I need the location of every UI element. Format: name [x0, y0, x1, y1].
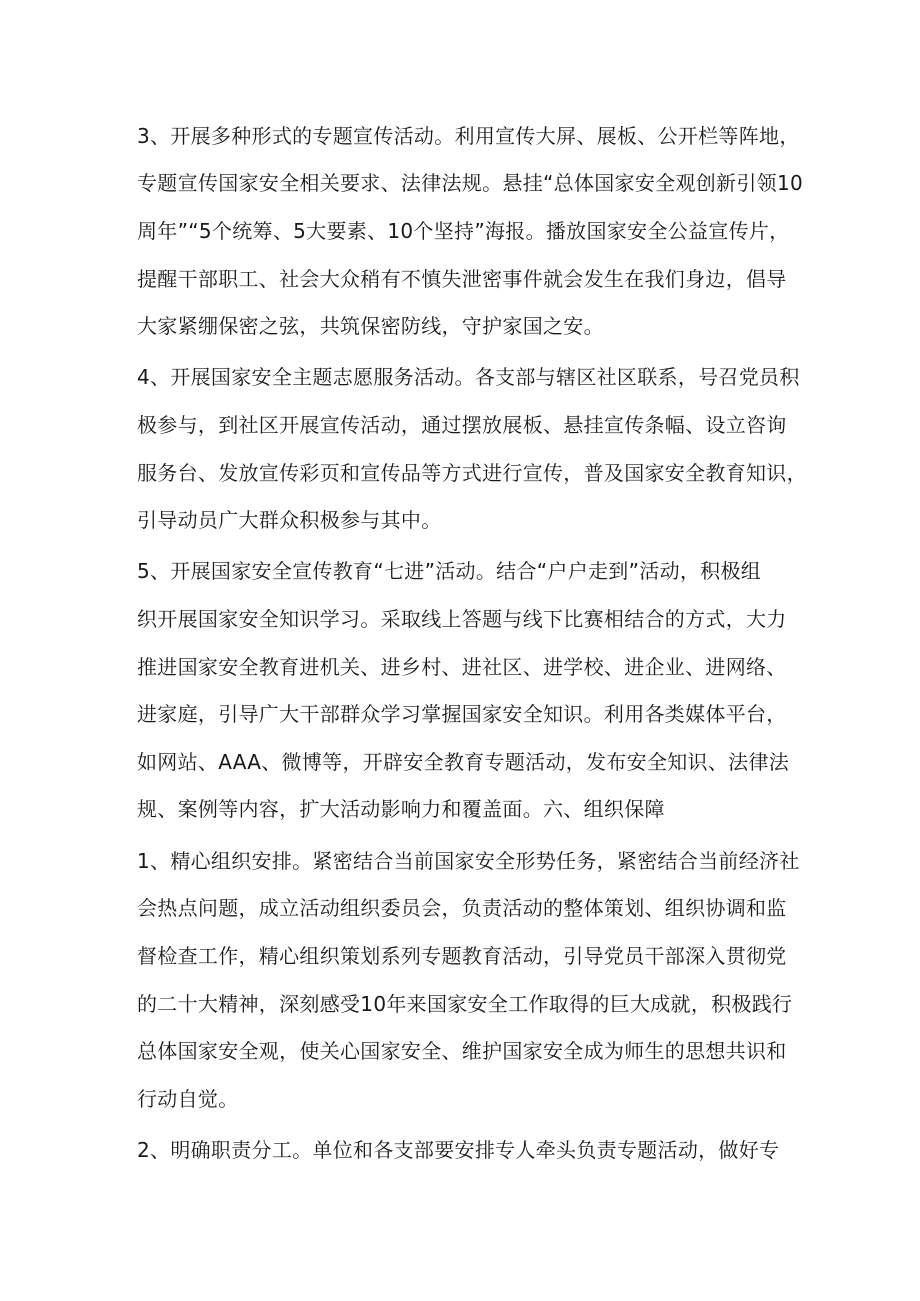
text-line: 会热点问题，成立活动组织委员会，负责活动的整体策划、组织协调和监	[137, 896, 787, 920]
text-line: 织开展国家安全知识学习。采取线上答题与线下比赛相结合的方式，大力	[137, 607, 787, 631]
text-line: 规、案例等内容，扩大活动影响力和覆盖面。六、组织保障	[137, 797, 665, 821]
text-line: 总体国家安全观，使关心国家安全、维护国家安全成为师生的思想共识和	[137, 1039, 787, 1063]
text-line: 行动自觉。	[137, 1087, 239, 1111]
text-line: 推进国家安全教育进机关、进乡村、进社区、进学校、进企业、进网络、	[137, 655, 787, 679]
text-line: 5、开展国家安全宣传教育“七进”活动。结合“户户走到”活动，积极组	[137, 559, 762, 583]
text-line: 进家庭，引导广大干部群众学习掌握国家安全知识。利用各类媒体平台，	[137, 702, 787, 726]
text-line: 3、开展多种形式的专题宣传活动。利用宣传大屏、展板、公开栏等阵地，	[137, 124, 800, 148]
text-line: 2、明确职责分工。单位和各支部要安排专人牵头负责专题活动，做好专	[137, 1138, 780, 1162]
text-line: 服务台、发放宣传彩页和宣传品等方式进行宣传，普及国家安全教育知识，	[137, 461, 807, 485]
text-line: 大家紧绷保密之弦，共筑保密防线，守护家国之安。	[137, 314, 604, 338]
text-line: 如网站、AAA、微博等，开辟安全教育专题活动，发布安全知识、法律法	[137, 750, 790, 774]
text-line: 的二十大精神，深刻感受10年来国家安全工作取得的巨大成就，积极践行	[137, 992, 793, 1016]
text-line: 极参与，到社区开展宣传活动，通过摆放展板、悬挂宣传条幅、设立咨询	[137, 413, 787, 437]
text-line: 引导动员广大群众积极参与其中。	[137, 508, 442, 532]
text-line: 提醒干部职工、社会大众稍有不慎失泄密事件就会发生在我们身边，倡导	[137, 267, 787, 291]
text-line: 专题宣传国家安全相关要求、法律法规。悬挂“总体国家安全观创新引领10	[137, 171, 804, 195]
text-line: 1、精心组织安排。紧密结合当前国家安全形势任务，紧密结合当前经济社	[137, 849, 800, 873]
text-line: 4、开展国家安全主题志愿服务活动。各支部与辖区社区联系，号召党员积	[137, 365, 800, 389]
text-line: 督检查工作，精心组织策划系列专题教育活动，引导党员干部深入贯彻党	[137, 944, 787, 968]
text-line: 周年”“5个统筹、5大要素、10个坚持”海报。播放国家安全公益宣传片，	[137, 219, 790, 243]
